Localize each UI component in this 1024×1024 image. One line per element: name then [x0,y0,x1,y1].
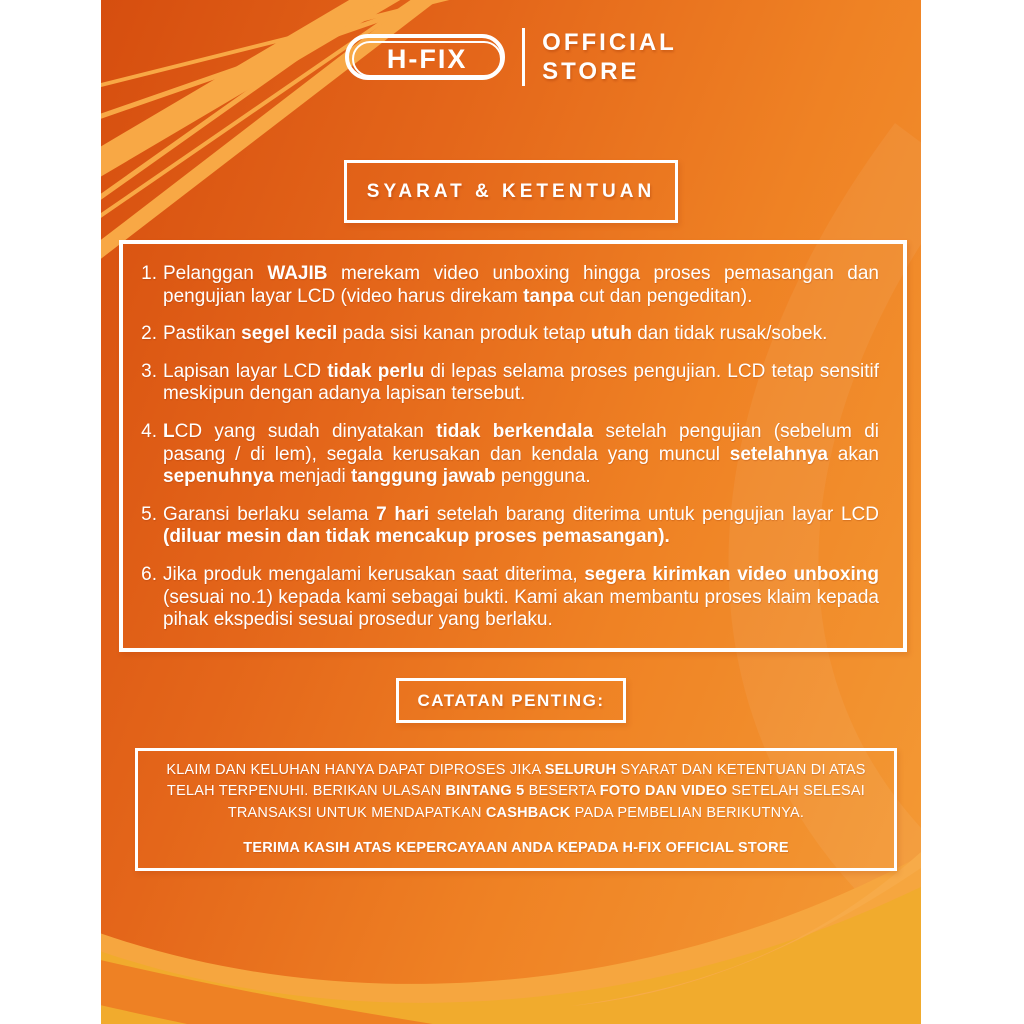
term-text: Jika produk mengalami kerusakan saat diterima, segera kirimkan video unboxing (sesuai no.1) kepada kami sebagai bukti. Kami akan membantu proses klaim kepada pihak ekspedisi sesuai prosedur yang berlaku. [163,564,879,631]
term-item-2 [133,323,879,346]
term-text: Garansi berlaku selama 7 hari setelah barang diterima untuk pengujian layar LCD (diluar mesin dan tidak mencakup proses pemasangan). [163,503,879,548]
brand-wordmark [542,28,677,87]
notes-box [135,748,897,871]
term-item-5 [133,504,879,549]
logo-inner-ring [352,41,502,77]
notes-paragraph: KLAIM DAN KELUHAN HANYA DAPAT DIPROSES JIKA SELURUH SYARAT DAN KETENTUAN DI ATAS TELAH TERPENUHI. BERIKAN ULASAN BINTANG 5 BESERTA FOTO DAN VIDEO SETELAH SELESAI TRANSAKSI UNTUK MENDAPATKAN CASHBACK PADA PEMBELIAN BERIKUTNYA. [166,761,866,821]
thanks-line: TERIMA KASIH ATAS KEPERCAYAAN ANDA KEPADA H-FIX OFFICIAL STORE [243,839,789,856]
term-text: Pastikan segel kecil pada sisi kanan produk tetap utuh dan tidak rusak/sobek. [163,323,828,345]
term-item-6 [133,564,879,632]
term-text: Pelanggan WAJIB merekam video unboxing hingga proses pemasangan dan pengujian layar LCD (video harus direkam tanpa cut dan pengeditan). [163,263,879,307]
term-item-1 [133,263,879,308]
term-number: 2. [141,323,157,345]
brand-store-label: STORE [542,58,640,86]
brand-divider [522,28,525,86]
term-item-3 [133,361,879,406]
notes-title: CATATAN PENTING: [417,690,605,710]
term-item-4 [133,421,879,489]
term-number: 3. [141,360,157,382]
terms-title-box [344,160,678,223]
notes-title-box [396,678,626,723]
term-number: 4. [141,421,157,443]
term-text: Lapisan layar LCD tidak perlu di lepas selama proses pengujian. LCD tetap sensitif meskipun dengan adanya lapisan tersebut. [163,360,879,405]
term-text: LCD yang sudah dinyatakan tidak berkendala setelah pengujian (sebelum di pasang / di lem), segala kerusakan dan kendala yang muncul setelahnya akan sepenuhnya menjadi tanggung jawab pengguna. [163,421,879,488]
poster-canvas [101,0,921,1024]
term-number: 1. [141,263,157,284]
hfix-logo [345,34,505,80]
brand-header [101,28,921,87]
term-number: 6. [141,564,157,586]
terms-title: SYARAT & KETENTUAN [366,180,656,202]
logo-text: H-FIX [386,43,468,74]
term-number: 5. [141,503,157,525]
brand-official-label: OFFICIAL [542,29,677,56]
terms-box [119,240,907,652]
